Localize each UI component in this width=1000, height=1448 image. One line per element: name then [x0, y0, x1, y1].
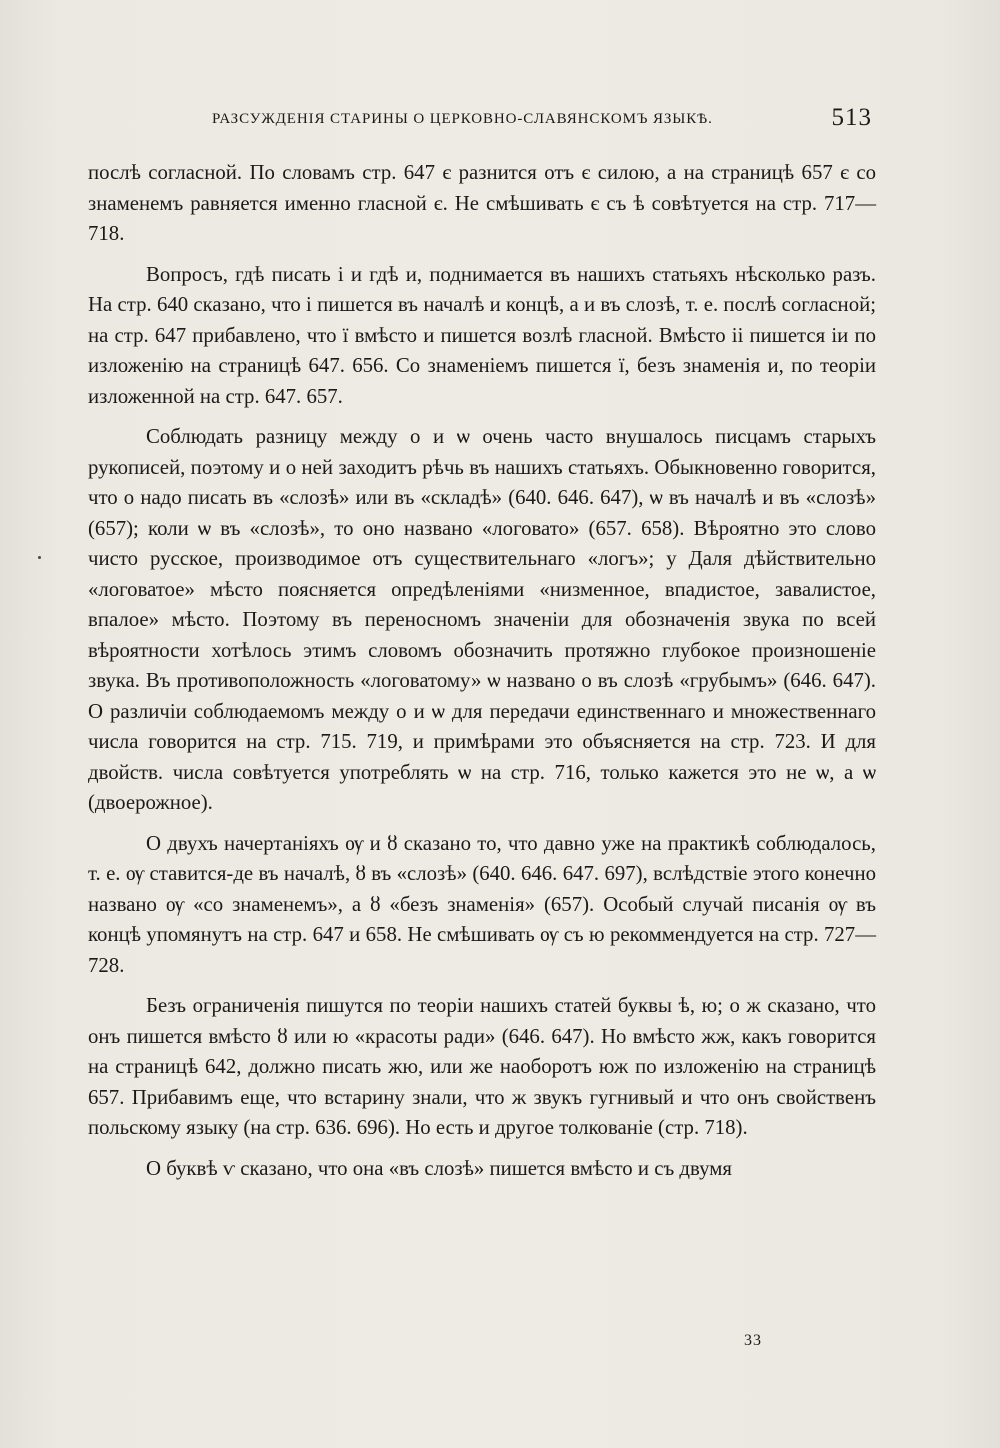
body-text — [88, 158, 876, 1194]
running-title: РАЗСУЖДЕНІЯ СТАРИНЫ О ЦЕРКОВНО-СЛАВЯНСКОМЪ ЯЗЫКѢ. — [212, 111, 713, 127]
paragraph-o-and-omega: Соблюдать разницу между о и ѡ очень часто внушалось писцамъ старыхъ рукописей, поэтому и о ней заходитъ рѣчь въ нашихъ статьяхъ. Обыкновенно говорится, что о надо писать въ «слозѣ» или въ «складѣ» (640. 646. 647), ѡ въ началѣ и въ «слозѣ» (657); коли ѡ въ «слозѣ», то оно названо «логовато» (657. 658). Вѣроятно это слово чисто русское, производимое отъ существительнаго «логъ»; у Даля дѣйствительно «логоватое» мѣсто поясняется опредѣленіями «низменное, впадистое, завалистое, впалое» мѣсто. Поэтому въ переносномъ значеніи для обозначенія звука по всей вѣроятности хотѣлось этимъ словомъ обозначить протяжно глубокое произношеніе звука. Въ противоположность «логоватому» ѡ названо о въ слозѣ «грубымъ» (646. 647). О различіи соблюдаемомъ между о и ѡ для передачи единственнаго и множественнаго числа говорится на стр. 715. 719, и примѣрами это объясняется на стр. 723. И для двойств. числа совѣтуется употреблять ѡ на стр. 716, только кажется это не ѡ, а ѡ (двоерожное). — [88, 425, 876, 814]
print-speck — [38, 556, 41, 559]
signature-mark: 33 — [744, 1332, 762, 1349]
page-number: 513 — [831, 104, 872, 131]
paragraph-continuation: послѣ согласной. По словамъ стр. 647 є разнится отъ є силою, а на страницѣ 657 є со знаменемъ равняется именно гласной є. Не смѣшивать є съ ѣ совѣтуется на стр. 717—718. — [88, 161, 876, 245]
paragraph-yat-yu-zhe: Безъ ограниченія пишутся по теоріи нашихъ статей буквы ѣ, ю; о ж сказано, что онъ пишется вмѣсто ȣ или ю «красоты ради» (646. 647). Но вмѣсто жж, какъ говорится на страницѣ 642, должно писать жю, или же наоборотъ юж по изложенію на страницѣ 657. Прибавимъ еще, что встарину знали, что ж звукъ гугнивый и что онъ свойственъ польскому языку (на стр. 636. 696). Но есть и другое толкованіе (стр. 718). — [88, 994, 876, 1139]
paragraph-ou-digraph: О двухъ начертаніяхъ ѹ и ȣ сказано то, что давно уже на практикѣ соблюдалось, т. е. ѹ ставится-де въ началѣ, ȣ въ «слозѣ» (640. 646. 647. 697), вслѣдствіе этого конечно названо ѹ «со знаменемъ», а ȣ «безъ знаменія» (657). Особый случай писанія ѹ въ концѣ упомянутъ на стр. 647 и 658. Не смѣшивать ѹ съ ю рекоммендуется на стр. 727—728. — [88, 831, 876, 977]
paragraph-i-and-i-letters: Вопросъ, гдѣ писать і и гдѣ и, поднимается въ нашихъ статьяхъ нѣсколько разъ. На стр. 640 сказано, что і пишется въ началѣ и концѣ, а и въ слозѣ, т. е. послѣ согласной; на стр. 647 прибавлено, что ї вмѣсто и пишется возлѣ гласной. Вмѣсто іі пишется іи по изложенію на страницѣ 647. 656. Со знаменіемъ пишется ї, безъ знаменія и, по теоріи изложенной на стр. 647. 657. — [88, 262, 876, 408]
paragraph-izhitsa: О буквѣ ѵ сказано, что она «въ слозѣ» пишется вмѣсто и съ двумя — [146, 1156, 732, 1180]
running-head — [80, 103, 880, 135]
